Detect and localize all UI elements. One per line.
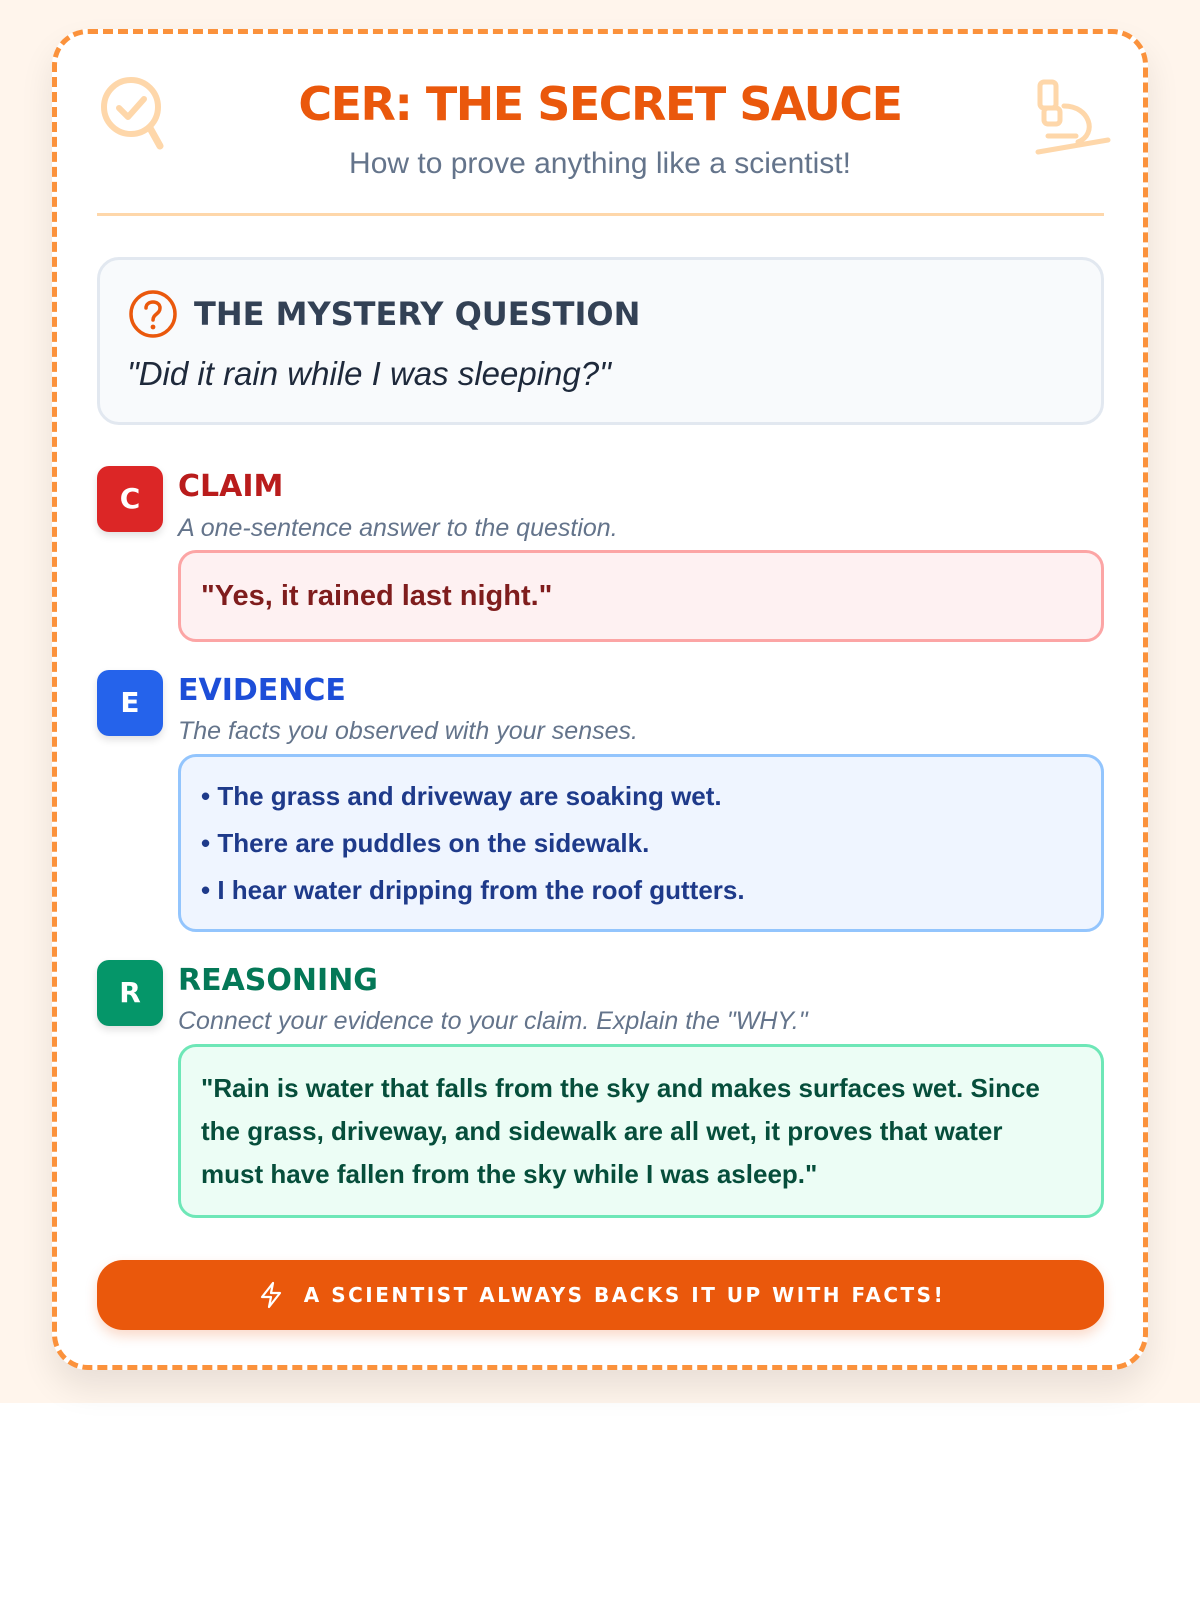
evidence-list-box	[178, 754, 1104, 932]
reasoning-example-box	[178, 1044, 1104, 1218]
evidence-badge: E	[97, 670, 163, 736]
claim-heading: CLAIM	[178, 469, 284, 504]
evidence-item: • There are puddles on the sidewalk.	[201, 828, 650, 858]
question-text: "Did it rain while I was sleeping?"	[127, 355, 611, 392]
lightning-bolt-icon	[256, 1280, 286, 1310]
question-circle-icon	[127, 288, 179, 340]
reasoning-example: "Rain is water that falls from the sky and makes surfaces wet. Since the grass, driveway, and sidewalk are all wet, it proves that water must have fallen from the sky while I was asleep."	[201, 1073, 1040, 1189]
mystery-question-box	[97, 257, 1104, 425]
cta-label: A SCIENTIST ALWAYS BACKS IT UP WITH FACTS!	[303, 1283, 946, 1307]
question-heading: THE MYSTERY QUESTION	[194, 295, 641, 333]
microscope-icon	[1034, 76, 1112, 160]
evidence-heading: EVIDENCE	[178, 673, 346, 708]
evidence-description: The facts you observed with your senses.	[178, 717, 638, 745]
magnifier-check-icon	[98, 74, 176, 156]
claim-example: "Yes, it rained last night."	[201, 580, 553, 612]
page-subtitle: How to prove anything like a scientist!	[349, 147, 851, 180]
claim-badge: C	[97, 466, 163, 532]
reasoning-description: Connect your evidence to your claim. Explain the "WHY."	[178, 1007, 808, 1035]
page-title: CER: THE SECRET SAUCE	[298, 77, 902, 131]
evidence-item: • I hear water dripping from the roof gutters.	[201, 875, 745, 905]
claim-example-box	[178, 550, 1104, 642]
reasoning-heading: REASONING	[178, 963, 378, 998]
header-divider	[97, 213, 1104, 216]
claim-description: A one-sentence answer to the question.	[178, 514, 618, 542]
cta-banner	[97, 1260, 1104, 1330]
evidence-item: • The grass and driveway are soaking wet.	[201, 781, 722, 811]
reasoning-badge: R	[97, 960, 163, 1026]
